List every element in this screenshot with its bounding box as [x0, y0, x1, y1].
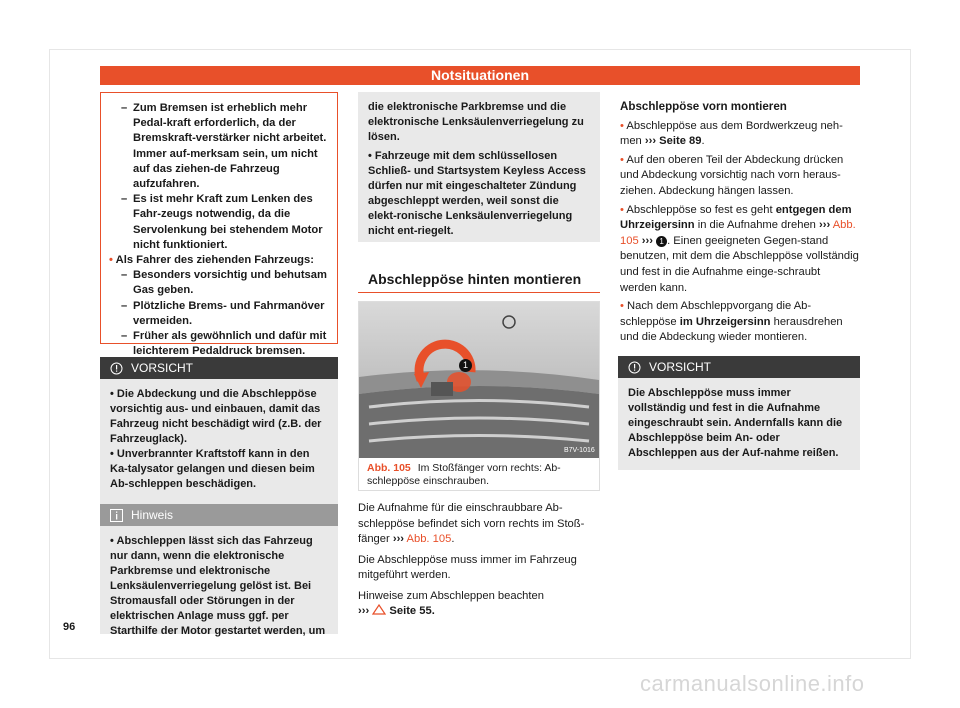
sub-dash-list — [109, 268, 329, 359]
info-icon — [110, 509, 123, 522]
page-header: Notsituationen — [100, 66, 860, 85]
dash-item: – Besonders vorsichtig und behutsam Gas geben. — [109, 268, 329, 298]
bullet-item: • Auf den oberen Teil der Abdeckung drücken und Abdeckung vorsichtig nach vorn heraus-ziehen. Abdeckung hängen lassen. — [620, 153, 844, 197]
note-header — [100, 504, 338, 526]
warning-box — [100, 357, 338, 509]
bullet-text: Abschleppöse aus dem Bordwerkzeug neh-men — [620, 119, 843, 148]
ref-arrow: ››› — [644, 135, 657, 148]
figure-image — [359, 302, 599, 458]
bold-text: im Uhrzeigersinn — [679, 315, 771, 328]
warning-header — [618, 356, 860, 378]
box-paragraph: • Fahrzeuge mit dem schlüssellosen Schließ- und Startsystem Keyless Access dürfen nur mit eingeschalteter Zündung abgeschleppt werden, weil sonst die elekt-ronische Lenksäulenverriegelung nicht ent-riegelt. — [368, 150, 586, 237]
bullet-text: herausdrehen und die Abdeckung wieder montieren. — [620, 315, 843, 344]
caption-number: Abb. 105 — [367, 462, 411, 474]
bullet-text: Nach dem Abschleppvorgang die Ab-schleppöse — [620, 300, 812, 328]
bullet-dot: • — [109, 254, 113, 267]
box-paragraph: die elektronische Parkbremse und die elektronische Lenksäulenverriegelung zu lösen. — [368, 101, 584, 143]
ref-arrow: ››› — [358, 605, 370, 617]
warning-paragraph: • Unverbrannter Kraftstoff kann in den Ka-talysator gelangen und diesen beim Ab-schleppen beschädigen. — [110, 448, 315, 490]
warning-icon — [110, 362, 123, 375]
note-label: Hinweis — [131, 508, 174, 522]
section-underline — [358, 292, 600, 293]
col2-gray-box — [358, 92, 600, 242]
warning-icon — [628, 361, 641, 374]
warning-paragraph: • Die Abdeckung und die Abschleppöse vorsichtig aus- und einbauen, damit das Fahrzeug nicht beschädigt wird (z.B. der Fahrzeuglack). — [110, 388, 322, 445]
figure-frame — [358, 301, 600, 491]
bold-text: entgegen dem Uhrzeigersinn — [620, 203, 852, 232]
bullet-text: in die Aufnahme drehen — [694, 219, 820, 232]
section-title: Abschleppöse hinten montieren — [368, 271, 582, 287]
col3-body — [620, 99, 860, 346]
dash-list — [109, 101, 329, 253]
callout-number-icon: 1 — [656, 236, 667, 247]
note-paragraph: • Abschleppen lässt sich das Fahrzeug nur dann, wenn die elektronische Parkbremse und elektronische Lenksäulenverriegelung gelöst ist. Bei Stromausfall oder Störungen in der elektrischen Anlage muss ggf. per Starthilfe der Motor gestartet werden, um — [110, 535, 326, 637]
bullet-text: . Einen geeigneten Gegen-stand benutzen, mit dem die Abschleppöse vollständig und fest in die Aufnahme einge-schraubt werden kann. — [620, 234, 859, 294]
ref-arrow: ››› — [392, 533, 405, 545]
paragraph — [358, 501, 600, 548]
figure-callout: 1 — [459, 359, 472, 372]
paragraph-text: Hinweise zum Abschleppen beachten — [358, 589, 544, 602]
figure-code: B7V-1016 — [564, 447, 595, 454]
page-link[interactable]: Seite 55. — [389, 605, 435, 617]
ref-arrow: ››› — [819, 219, 831, 232]
dash-item: – Es ist mehr Kraft zum Lenken des Fahr-zeugs notwendig, da die Servolenkung bei stehendem Motor nicht funktioniert. — [109, 192, 329, 253]
dash-item: – Plötzliche Brems- und Fahrmanöver vermeiden. — [109, 299, 329, 329]
note-body — [100, 526, 338, 637]
paragraph — [358, 589, 600, 620]
bullet-item — [109, 253, 329, 268]
paragraph: Die Abschleppöse muss immer im Fahrzeug mitgeführt werden. — [358, 553, 577, 581]
figure-caption — [359, 458, 599, 492]
bullet-item: • Nach dem Abschleppvorgang die Ab-schleppöse im Uhrzeigersinn herausdrehen und die Abdeckung wieder montieren. — [620, 300, 843, 344]
paragraph-text: Die Aufnahme für die einschraubbare Ab-schleppöse befindet sich vorn rechts im Stoß-fänger — [358, 502, 585, 545]
subsection-title: Abschleppöse vorn montieren — [620, 100, 787, 113]
col1-bordered-box — [100, 92, 338, 358]
page-number: 96 — [63, 621, 76, 633]
bullet-text: Auf den oberen Teil der Abdeckung drücken und Abdeckung vorsichtig nach vorn heraus-ziehen. Abdeckung hängen lassen. — [620, 153, 844, 197]
bullet-text: . — [701, 135, 705, 148]
ref-arrow: ››› — [641, 234, 653, 247]
page-link[interactable]: Seite 89 — [659, 135, 702, 148]
note-box — [100, 504, 338, 637]
paragraph-text: . — [451, 533, 455, 545]
col3-warning-box — [618, 356, 860, 470]
bullet-text: Als Fahrer des ziehenden Fahrzeugs: — [115, 254, 314, 267]
bullet-item: • Abschleppöse aus dem Bordwerkzeug neh-men ››› Seite 89. — [620, 119, 843, 148]
caption-text: Im Stoßfänger vorn rechts: Ab-schleppöse einschrauben. — [367, 462, 561, 487]
dash-item: – Zum Bremsen ist erheblich mehr Pedal-kraft erforderlich, da der Bremskraft-verstärker nicht arbeitet. Immer auf-merksam sein, um nicht auf das ziehen-de Fahrzeug aufzufahren. — [109, 101, 329, 192]
warning-header — [100, 357, 338, 379]
warning-label: VORSICHT — [131, 361, 194, 375]
dash-item: – Früher als gewöhnlich und dafür mit leichterem Pedaldruck bremsen. — [109, 329, 329, 359]
warning-body — [100, 379, 338, 509]
bullet-text: Abschleppöse so fest es geht — [626, 203, 776, 216]
warning-triangle-icon — [372, 604, 386, 615]
warning-label: VORSICHT — [649, 360, 712, 374]
warning-paragraph: Die Abschleppöse muss immer vollständig und fest in die Aufnahme eingeschraubt sein. Andernfalls kann die Abschleppöse beim An- oder Abschleppen aus der Auf-nahme reißen. — [628, 387, 843, 459]
warning-body — [618, 378, 860, 470]
figure-link[interactable]: Abb. 105 — [406, 533, 452, 545]
bullet-item: • Abschleppöse so fest es geht entgegen dem Uhrzeigersinn in die Aufnahme drehen ››› Abb. 105 ››› 1 . Einen geeigneten Gegen-stand benutzen, mit dem die Abschleppöse vollständig und fest in die Aufnahme einge-schraubt werden kann. — [620, 203, 859, 294]
figure-link[interactable]: Abb. 105 — [620, 219, 856, 247]
watermark: carmanualsonline.info — [640, 671, 865, 696]
col2-body — [358, 501, 600, 620]
